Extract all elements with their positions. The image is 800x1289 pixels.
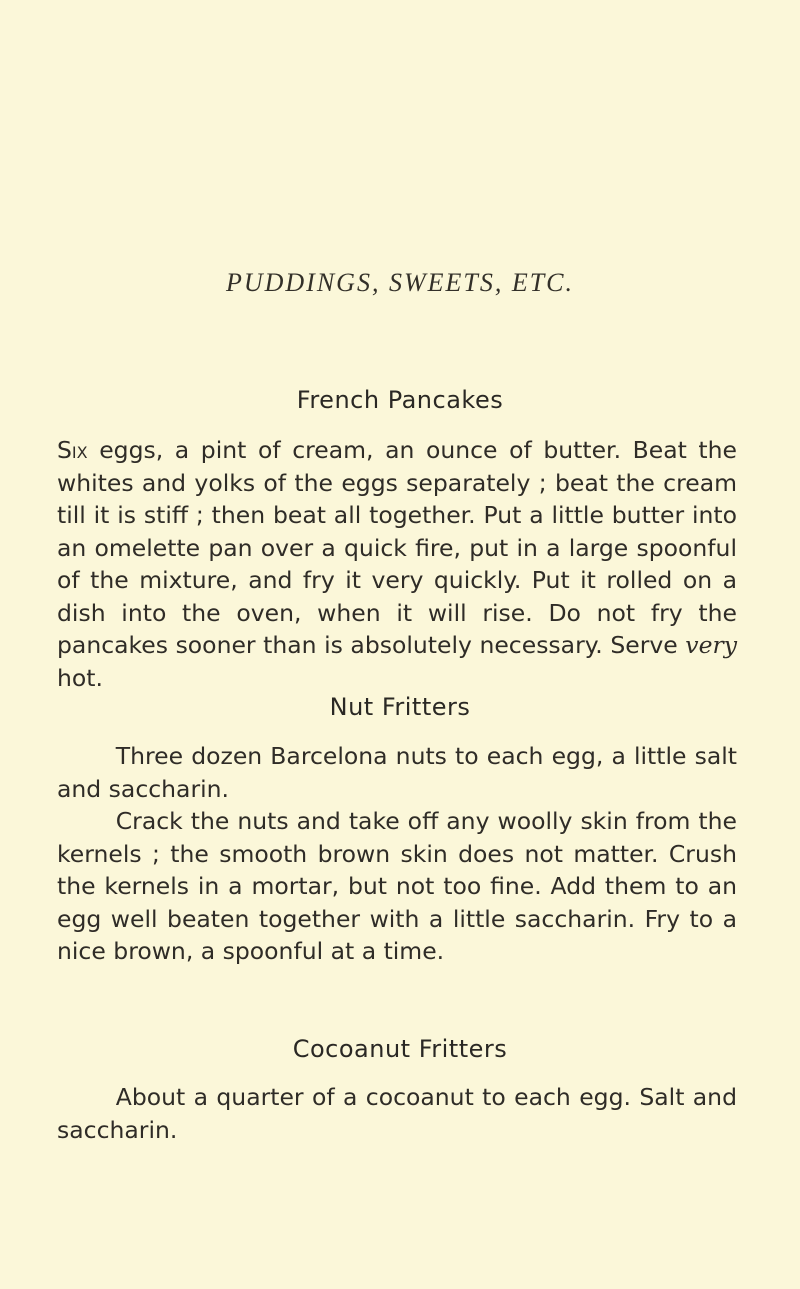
- section-title-nut-fritters: Nut Fritters: [329, 693, 471, 721]
- lead-word: Six: [57, 436, 88, 464]
- paragraph: [57, 434, 737, 694]
- paragraph: Three dozen Barcelona nuts to each egg, a little salt and saccharin.: [57, 742, 737, 803]
- paragraph: Crack the nuts and take off any woolly skin from the kernels ; the smooth brown skin does not matter. Crush the kernels in a mortar, but not too fine. Add them to an egg well beaten together with a little saccharin. Fry to a nice brown, a spoonful at a time.: [57, 807, 737, 965]
- section-body-nut-fritters: [57, 740, 737, 968]
- running-head: PUDDINGS, SWEETS, ETC.: [225, 268, 575, 297]
- section-body-cocoanut-fritters: [57, 1081, 737, 1146]
- paragraph-text: eggs, a pint of cream, an ounce of butter. Beat the whites and yolks of the eggs separately ; beat the cream till it is stiff ; then beat all together. Put a little butter into an omelette pan over a quick fire, put in a large spoonful of the mixture, and fry it very quickly. Put it rolled on a dish into the oven, when it will rise. Do not fry the pancakes sooner than is absolutely necessary. Serve: [57, 436, 737, 659]
- paragraph-tail: hot.: [57, 663, 103, 692]
- section-title-french-pancakes: French Pancakes: [296, 386, 504, 414]
- emphasis-text: very: [685, 631, 737, 659]
- paragraph: About a quarter of a cocoanut to each egg. Salt and saccharin.: [57, 1083, 737, 1144]
- section-title-cocoanut-fritters: Cocoanut Fritters: [292, 1035, 508, 1063]
- section-body-french-pancakes: [57, 434, 737, 694]
